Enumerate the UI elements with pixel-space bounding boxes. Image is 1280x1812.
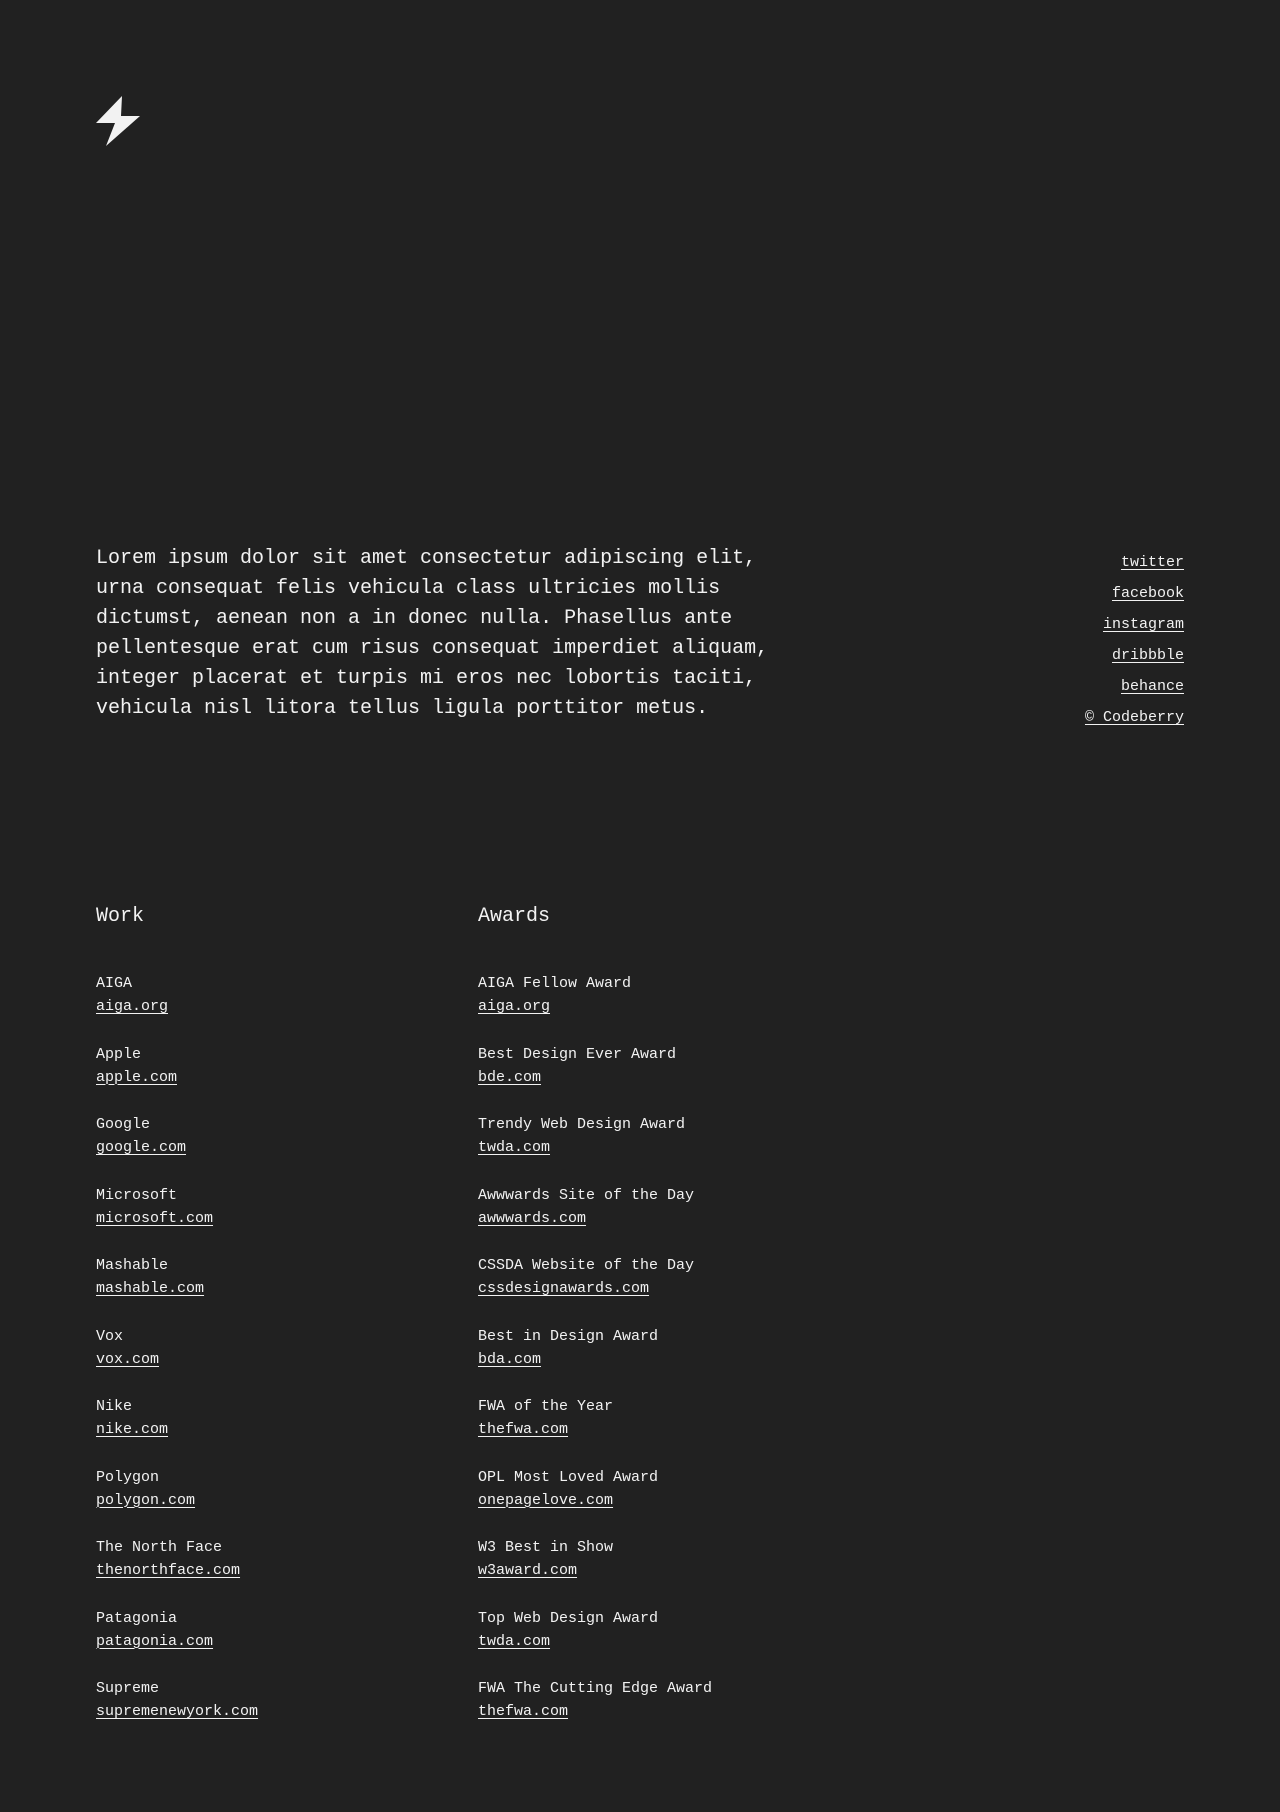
awards-item: [478, 1254, 838, 1300]
work-item: [96, 1184, 456, 1230]
awards-item: [478, 1607, 838, 1653]
awards-item-link[interactable]: twda.com: [478, 1139, 551, 1156]
awards-item-link[interactable]: bda.com: [478, 1350, 542, 1368]
work-item: [96, 1395, 456, 1441]
work-item: [96, 1466, 456, 1512]
work-item-link[interactable]: mashable.com: [96, 1280, 205, 1297]
social-links: [1085, 547, 1184, 733]
work-heading: Work: [96, 905, 145, 928]
work-item: [96, 1536, 456, 1582]
awards-item: [478, 1536, 838, 1582]
awards-item-link[interactable]: thefwa.com: [478, 1703, 569, 1720]
awards-item-name: OPL Most Loved Award: [478, 1468, 659, 1486]
awards-item-name: CSSDA Website of the Day: [478, 1257, 695, 1274]
awards-item-name: Best in Design Award: [478, 1327, 659, 1345]
awards-item-name: AIGA Fellow Award: [478, 975, 632, 992]
work-item: [96, 1325, 456, 1371]
awards-item: [478, 1184, 838, 1230]
awards-item: [478, 1043, 838, 1089]
work-section: [96, 903, 456, 1748]
work-item: [96, 1607, 456, 1653]
social-link-instagram[interactable]: instagram: [1102, 616, 1184, 633]
social-link-twitter[interactable]: twitter: [1120, 554, 1184, 571]
awards-item-name: FWA of the Year: [478, 1398, 614, 1415]
awards-section: [478, 903, 838, 1748]
awards-item-name: Trendy Web Design Award: [478, 1116, 686, 1133]
awards-item-name: Top Web Design Award: [478, 1609, 659, 1627]
awards-item-link[interactable]: thefwa.com: [478, 1421, 569, 1438]
awards-item-name: W3 Best in Show: [478, 1539, 614, 1556]
awards-item-link[interactable]: bde.com: [478, 1068, 542, 1086]
work-item-link[interactable]: microsoft.com: [96, 1209, 214, 1227]
work-item-name: Patagonia: [96, 1609, 178, 1627]
lightning-bolt-icon[interactable]: [96, 96, 140, 146]
awards-item: [478, 1113, 838, 1159]
work-item-name: Nike: [96, 1398, 133, 1415]
social-link-facebook[interactable]: facebook: [1111, 585, 1184, 602]
work-item-name: Microsoft: [96, 1186, 178, 1204]
work-item-link[interactable]: nike.com: [96, 1421, 169, 1438]
awards-item-link[interactable]: twda.com: [478, 1632, 551, 1650]
work-item: [96, 1254, 456, 1300]
awards-heading: Awards: [478, 905, 551, 928]
work-item-link[interactable]: apple.com: [96, 1068, 178, 1086]
copyright-link[interactable]: © Codeberry: [1084, 709, 1184, 726]
work-item: [96, 1043, 456, 1089]
awards-item: [478, 1325, 838, 1371]
work-item-name: Google: [96, 1116, 151, 1133]
work-item-link[interactable]: patagonia.com: [96, 1632, 214, 1650]
awards-item-name: Best Design Ever Award: [478, 1045, 677, 1063]
awards-item-link[interactable]: aiga.org: [478, 998, 551, 1015]
work-item-link[interactable]: polygon.com: [96, 1491, 196, 1509]
awards-item-link[interactable]: w3award.com: [478, 1562, 578, 1579]
work-item: [96, 972, 456, 1018]
awards-item-name: Awwwards Site of the Day: [478, 1186, 695, 1204]
awards-item: [478, 1677, 838, 1723]
work-item-name: The North Face: [96, 1539, 223, 1556]
social-link-behance[interactable]: behance: [1120, 678, 1184, 695]
work-item-name: Polygon: [96, 1468, 160, 1486]
awards-item-link[interactable]: onepagelove.com: [478, 1491, 614, 1509]
work-item-name: Mashable: [96, 1257, 169, 1274]
work-item: [96, 1677, 456, 1723]
awards-item: [478, 972, 838, 1018]
awards-item: [478, 1395, 838, 1441]
social-link-dribbble[interactable]: dribbble: [1111, 647, 1184, 664]
work-item-link[interactable]: supremenewyork.com: [96, 1703, 259, 1720]
work-item-link[interactable]: vox.com: [96, 1350, 160, 1368]
work-item: [96, 1113, 456, 1159]
awards-item-link[interactable]: cssdesignawards.com: [478, 1280, 650, 1297]
awards-item-link[interactable]: awwwards.com: [478, 1209, 587, 1227]
work-item-link[interactable]: thenorthface.com: [96, 1562, 241, 1579]
work-item-link[interactable]: google.com: [96, 1139, 187, 1156]
awards-item-name: FWA The Cutting Edge Award: [478, 1680, 713, 1697]
work-item-name: AIGA: [96, 975, 133, 992]
awards-item: [478, 1466, 838, 1512]
work-item-name: Apple: [96, 1045, 142, 1063]
work-item-link[interactable]: aiga.org: [96, 998, 169, 1015]
intro-paragraph: Lorem ipsum dolor sit amet consectetur adipiscing elit, urna consequat felis vehicula class ultricies mollis dictumst, aenean non a in donec nulla. Phasellus ante pellentesque erat cum risus consequat imperdiet aliquam, integer placerat et turpis mi eros nec lobortis taciti, vehicula nisl litora tellus ligula porttitor metus.: [96, 547, 769, 720]
work-item-name: Vox: [96, 1327, 124, 1345]
work-item-name: Supreme: [96, 1680, 160, 1697]
